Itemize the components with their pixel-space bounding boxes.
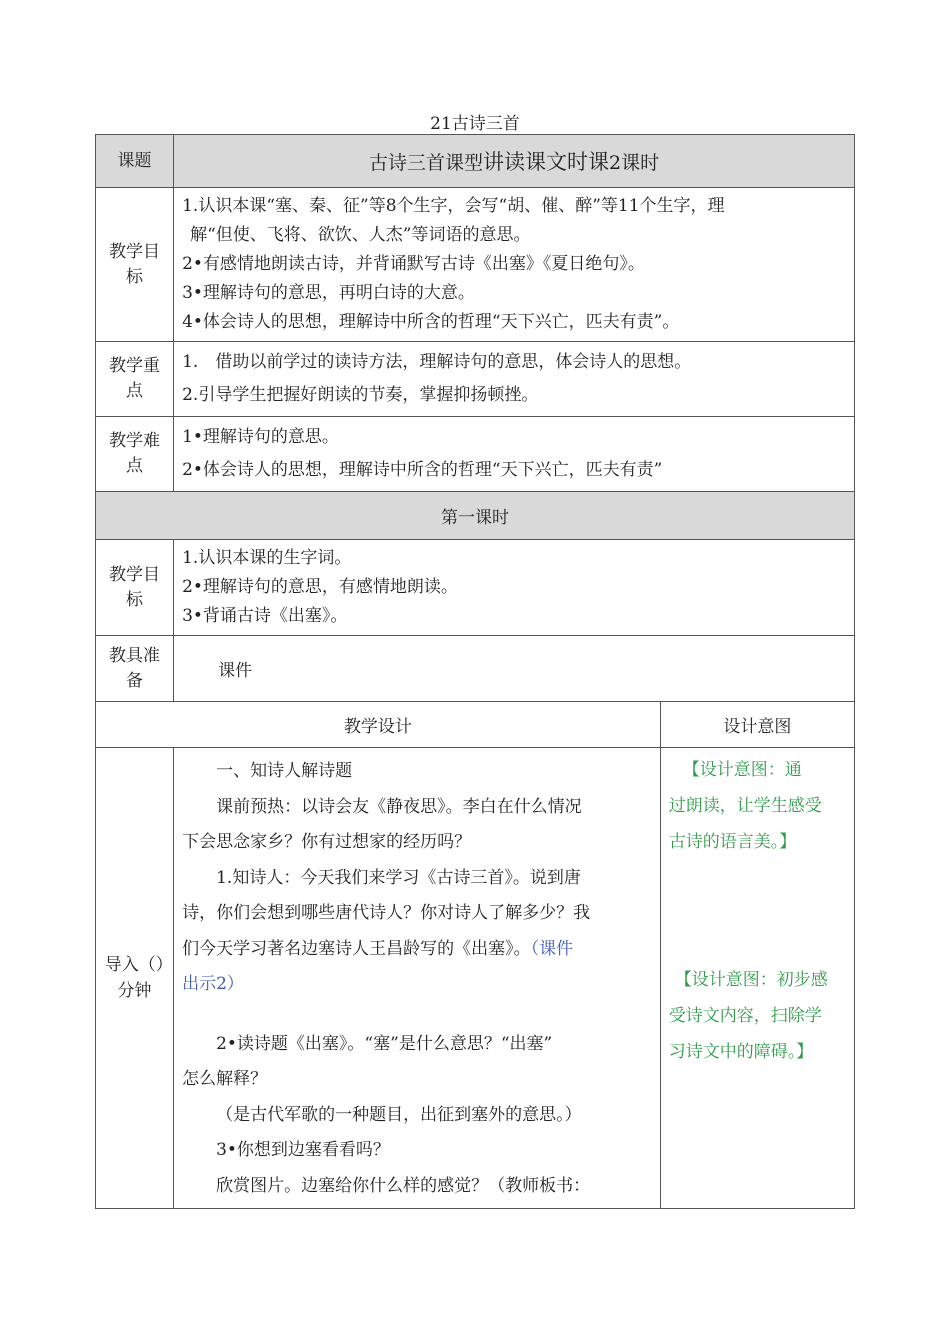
topic-label: 课题 [96, 135, 174, 188]
goal-item: 解“但使、飞将、欲饮、人杰”等词语的意思。 [190, 225, 531, 245]
lesson-plan-table [95, 134, 855, 1209]
lesson-goals-label: 教学目标 [96, 540, 174, 636]
key-point-item: 2.引导学生把握好朗读的节奏，掌握抑扬顿挫。 [182, 385, 539, 405]
goal-item: 3•理解诗句的意思，再明白诗的大意。 [182, 283, 475, 303]
intent-line: 过朗读，让学生感受 [668, 796, 822, 816]
topic-title-part-b: 讲读课文时课 [483, 150, 609, 174]
intro-line-text: 们今天学习著名边塞诗人王昌龄写的《出塞》。 [182, 938, 531, 959]
lesson-goals-row [96, 540, 855, 636]
difficulties-label: 教学难点 [96, 417, 174, 492]
intent-column-header: 设计意图 [660, 702, 854, 748]
topic-title-part-a: 古诗三首课型 [368, 152, 483, 174]
courseware-note: 出示2） [182, 974, 244, 994]
teaching-goals-row [96, 188, 855, 342]
intro-line: 怎么解释？ [182, 1069, 268, 1089]
section-row [96, 492, 855, 540]
courseware-note: （课件 [530, 938, 574, 959]
teaching-goals-label: 教学目标 [96, 188, 174, 342]
goal-item: 1.认识本课“塞、秦、征”等8个生字，会写“胡、催、醉”等11个生字，理 [182, 196, 725, 216]
difficulties-content [174, 417, 855, 492]
lesson-goal-item: 1.认识本课的生字词。 [182, 548, 352, 568]
goal-item: 2•有感情地朗读古诗，并背诵默写古诗《出塞》《夏日绝句》。 [182, 254, 645, 274]
spacer [182, 1003, 652, 1027]
intro-line: 1.知诗人：今天我们来学习《古诗三首》。说到唐 [216, 867, 581, 888]
intro-line: 欣赏图片。边塞给你什么样的感觉？（教师板书： [216, 1175, 591, 1196]
difficulty-item: 1•理解诗句的意思。 [182, 427, 339, 447]
header-row [96, 135, 855, 188]
intent-line: 古诗的语言美。】 [668, 832, 797, 852]
topic-title-part-c: 2课时 [609, 152, 660, 174]
section-title: 第一课时 [96, 492, 855, 540]
intro-line: 诗，你们会想到哪些唐代诗人？你对诗人了解多少？我 [182, 903, 591, 923]
topic-title [174, 135, 855, 188]
intro-line: （是古代军歌的一种题目，出征到塞外的意思。） [216, 1104, 582, 1125]
key-points-row [96, 342, 855, 417]
lesson-goal-item: 3•背诵古诗《出塞》。 [182, 606, 348, 626]
goal-item: 4•体会诗人的思想，理解诗中所含的哲理“天下兴亡，匹夫有责”。 [182, 312, 680, 332]
intro-line: 下会思念家乡？你有过想家的经历吗？ [182, 832, 472, 852]
materials-value: 课件 [174, 636, 855, 702]
intro-row [96, 748, 855, 1209]
intro-label: 导入（）分钟 [96, 748, 174, 1209]
design-column-header: 教学设计 [96, 702, 661, 748]
key-points-label: 教学重点 [96, 342, 174, 417]
materials-label: 教具准备 [96, 636, 174, 702]
teaching-goals-content [174, 188, 855, 342]
materials-row [96, 636, 855, 702]
intro-line: 3•你想到边塞看看吗？ [216, 1140, 390, 1160]
document-title: 21古诗三首 [430, 114, 520, 134]
intro-line: 课前预热：以诗会友《静夜思》。李白在什么情况 [216, 796, 582, 817]
difficulties-row [96, 417, 855, 492]
intro-content [174, 748, 661, 1209]
intro-line: 2•读诗题《出塞》。“塞”是什么意思？“出塞” [216, 1033, 553, 1054]
key-point-item: 1. 借助以前学过的读诗方法，理解诗句的意思，体会诗人的思想。 [182, 352, 692, 372]
difficulty-item: 2•体会诗人的思想，理解诗中所含的哲理“天下兴亡，匹夫有责” [182, 460, 663, 480]
intent-line: 【设计意图：通 [682, 760, 802, 780]
intro-line: 一、知诗人解诗题 [216, 761, 353, 781]
lesson-goals-content [174, 540, 855, 636]
intent-line: 受诗文内容，扫除学 [668, 1006, 822, 1026]
key-points-content [174, 342, 855, 417]
intro-intent [660, 748, 854, 1209]
intent-line: 【设计意图：初步感 [674, 970, 828, 990]
intro-line [182, 932, 652, 968]
column-header-row [96, 702, 855, 748]
intent-line: 习诗文中的障碍。】 [668, 1042, 814, 1062]
lesson-goal-item: 2•理解诗句的意思，有感情地朗读。 [182, 577, 458, 597]
spacer [669, 860, 846, 962]
